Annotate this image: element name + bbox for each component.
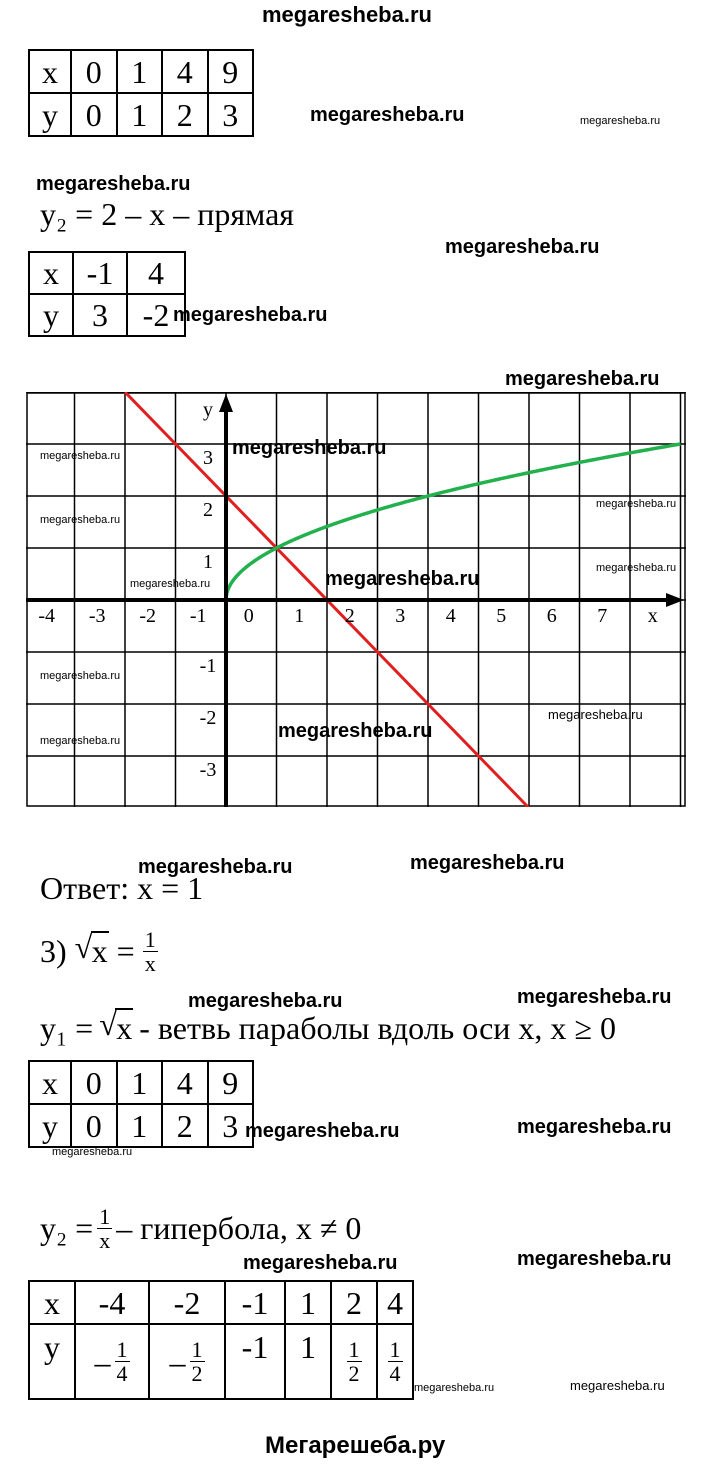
x-tick-label: 7 bbox=[597, 605, 608, 627]
table-cell: 1 bbox=[117, 93, 163, 136]
watermark-small: megaresheba.ru bbox=[40, 514, 121, 526]
x-tick-label: -4 bbox=[38, 605, 56, 627]
table-cell: 4 bbox=[377, 1281, 413, 1324]
x-tick-label: -2 bbox=[139, 605, 157, 627]
table-cell: 1 bbox=[285, 1281, 331, 1324]
y-axis-label: y bbox=[203, 399, 213, 421]
answer-text: Ответ: x = 1 bbox=[40, 870, 204, 906]
y-tick-label: 1 bbox=[203, 551, 213, 573]
y2-description: – гипербола, x ≠ 0 bbox=[116, 1210, 362, 1247]
x-axis-arrow bbox=[666, 593, 684, 607]
watermark-small: megaresheba.ru bbox=[596, 498, 677, 510]
y2-definition bbox=[40, 1205, 361, 1252]
table-cell: 1 bbox=[117, 1104, 163, 1147]
value-table-sqrt-2 bbox=[28, 1060, 254, 1148]
watermark-small: megaresheba.ru bbox=[130, 578, 211, 590]
watermark: megaresheba.ru bbox=[173, 304, 328, 326]
x-tick-label: 0 bbox=[243, 605, 254, 627]
table-cell: 3 bbox=[208, 93, 254, 136]
fraction bbox=[143, 928, 158, 975]
value-table-line bbox=[28, 251, 186, 337]
x-axis-label: x bbox=[647, 605, 658, 627]
table-cell: 1 bbox=[117, 1061, 163, 1104]
denominator: 4 bbox=[116, 1361, 128, 1386]
table-cell: 0 bbox=[71, 50, 117, 93]
table-cell: x bbox=[29, 1061, 71, 1104]
watermark: megaresheba.ru bbox=[36, 173, 191, 195]
line-equation-text: y₂ = 2 – x – прямая bbox=[40, 196, 294, 232]
watermark-small: megaresheba.ru bbox=[580, 115, 661, 127]
watermark: megaresheba.ru bbox=[138, 856, 293, 878]
y2-label: y₂ = bbox=[40, 1210, 94, 1247]
table-cell: 2 bbox=[162, 1104, 208, 1147]
table-cell: y bbox=[29, 1104, 71, 1147]
watermark-small: megaresheba.ru bbox=[40, 670, 121, 682]
x-tick-label: -3 bbox=[88, 605, 106, 627]
watermark: megaresheba.ru bbox=[505, 368, 660, 390]
problem-number: 3) bbox=[40, 933, 67, 970]
table-cell: 3 bbox=[208, 1104, 254, 1147]
table-cell bbox=[331, 1324, 377, 1399]
table-cell: -1 bbox=[225, 1281, 285, 1324]
x-tick-label: 2 bbox=[344, 605, 355, 627]
denominator: 2 bbox=[191, 1361, 203, 1386]
numerator: 1 bbox=[99, 1204, 111, 1229]
fraction bbox=[97, 1205, 112, 1252]
y-tick-label: -3 bbox=[199, 759, 217, 781]
table-cell: 1 bbox=[117, 50, 163, 93]
y-tick-label: -1 bbox=[199, 655, 217, 677]
problem-3-equation bbox=[40, 928, 158, 975]
table-cell: 4 bbox=[162, 1061, 208, 1104]
x-tick-label: 5 bbox=[496, 605, 507, 627]
table-cell: 9 bbox=[208, 50, 254, 93]
y-tick-label: 2 bbox=[203, 499, 213, 521]
equals-sign: = bbox=[116, 933, 135, 970]
table-cell: -1 bbox=[73, 252, 127, 294]
x-tick-label: -1 bbox=[189, 605, 207, 627]
table-cell: 0 bbox=[71, 1104, 117, 1147]
table-cell bbox=[149, 1324, 225, 1399]
x-tick-label: 6 bbox=[546, 605, 557, 627]
watermark-small: megaresheba.ru bbox=[548, 707, 643, 722]
table-cell: 0 bbox=[71, 1061, 117, 1104]
numerator: 1 bbox=[191, 1336, 203, 1362]
square-root: √ x bbox=[99, 1006, 133, 1046]
denominator: x bbox=[144, 951, 156, 977]
watermark: megaresheba.ru bbox=[410, 852, 565, 874]
denominator: 4 bbox=[389, 1361, 401, 1386]
watermark: megaresheba.ru bbox=[445, 236, 600, 258]
watermark-small: megaresheba.ru bbox=[570, 1378, 665, 1393]
numerator: 1 bbox=[348, 1336, 360, 1362]
table-cell: 2 bbox=[162, 93, 208, 136]
numerator: 1 bbox=[144, 927, 156, 952]
watermark-small: megaresheba.ru bbox=[596, 562, 677, 574]
denominator: 2 bbox=[348, 1361, 360, 1386]
watermark: megaresheba.ru bbox=[278, 720, 433, 742]
table-cell: y bbox=[29, 1324, 75, 1399]
table-cell bbox=[75, 1324, 149, 1399]
minus-sign: – bbox=[169, 1343, 186, 1380]
table-cell: -1 bbox=[225, 1324, 285, 1399]
watermark-small: megaresheba.ru bbox=[52, 1146, 133, 1158]
table-cell: -2 bbox=[127, 294, 185, 336]
watermark: megaresheba.ru bbox=[517, 1248, 672, 1270]
watermark-small: megaresheba.ru bbox=[40, 450, 121, 462]
radicand: x bbox=[91, 933, 108, 970]
watermark-small: megaresheba.ru bbox=[40, 735, 121, 747]
table-cell: 0 bbox=[71, 93, 117, 136]
table-cell: 4 bbox=[162, 50, 208, 93]
table-cell: x bbox=[29, 1281, 75, 1324]
y1-definition bbox=[40, 1006, 616, 1047]
table-cell: 1 bbox=[285, 1324, 331, 1399]
minus-sign: – bbox=[94, 1343, 111, 1380]
table-cell bbox=[377, 1324, 413, 1399]
watermark: megaresheba.ru bbox=[188, 990, 343, 1012]
watermark: megaresheba.ru bbox=[517, 986, 672, 1008]
table-cell: y bbox=[29, 93, 71, 136]
watermark: megaresheba.ru bbox=[245, 1120, 400, 1142]
denominator: x bbox=[99, 1228, 111, 1254]
footer-watermark: Мегарешеба.ру bbox=[265, 1432, 446, 1459]
watermark: megaresheba.ru bbox=[517, 1116, 672, 1138]
square-root: √ x bbox=[74, 929, 108, 970]
x-tick-label: 3 bbox=[395, 605, 406, 627]
numerator: 1 bbox=[389, 1336, 401, 1362]
table-cell: 4 bbox=[127, 252, 185, 294]
table-cell: y bbox=[29, 294, 73, 336]
x-tick-label: 4 bbox=[445, 605, 456, 627]
value-table-hyperbola bbox=[28, 1280, 414, 1400]
watermark: megaresheba.ru bbox=[232, 437, 387, 459]
y-tick-label: -2 bbox=[199, 707, 217, 729]
table-cell: x bbox=[29, 252, 73, 294]
watermark: megaresheba.ru bbox=[310, 104, 465, 126]
watermark: megaresheba.ru bbox=[325, 568, 480, 590]
y1-label: y₁ = bbox=[40, 1010, 94, 1046]
y1-description: - ветвь параболы вдоль оси x, x ≥ 0 bbox=[139, 1010, 616, 1046]
watermark-small: megaresheba.ru bbox=[414, 1382, 495, 1394]
table-cell: 9 bbox=[208, 1061, 254, 1104]
watermark: megaresheba.ru bbox=[243, 1252, 398, 1274]
table-cell: 3 bbox=[73, 294, 127, 336]
table-cell: x bbox=[29, 50, 71, 93]
x-tick-label: 1 bbox=[294, 605, 305, 627]
numerator: 1 bbox=[116, 1336, 128, 1362]
table-cell: -2 bbox=[149, 1281, 225, 1324]
table-cell: -4 bbox=[75, 1281, 149, 1324]
value-table-sqrt bbox=[28, 49, 254, 137]
table-cell: 2 bbox=[331, 1281, 377, 1324]
header-watermark: megaresheba.ru bbox=[262, 2, 432, 27]
y-axis-arrow bbox=[219, 394, 233, 412]
y-tick-label: 3 bbox=[203, 447, 213, 469]
radicand: x bbox=[116, 1010, 133, 1046]
